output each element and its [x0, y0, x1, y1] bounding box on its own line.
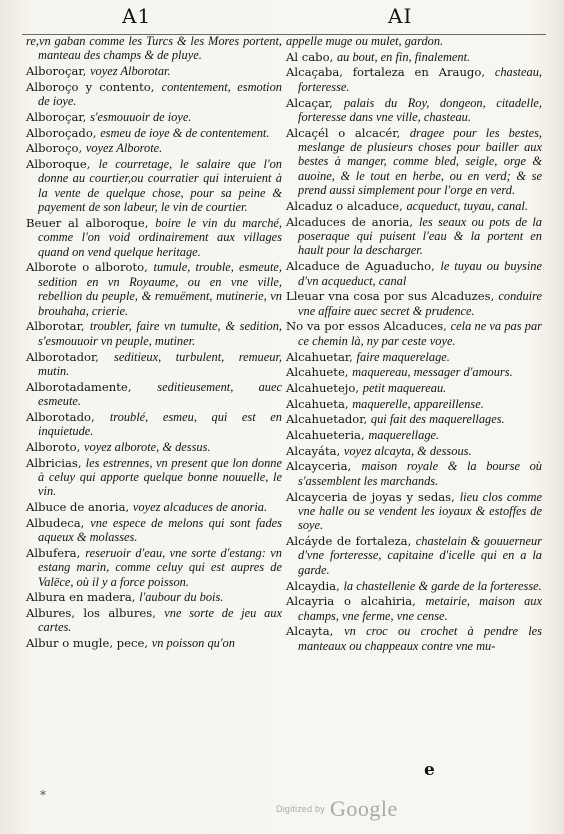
entry-headword: Albura en madera,	[26, 590, 140, 605]
entry-headword: Alcayáta,	[286, 443, 344, 458]
dictionary-entry	[26, 126, 282, 140]
dictionary-entry	[26, 546, 282, 589]
dictionary-entry	[26, 606, 282, 635]
entry-headword: Albures, los albures,	[26, 606, 165, 621]
entry-definition: maquerellage.	[368, 428, 440, 443]
google-watermark	[276, 796, 398, 822]
entry-headword: Alcayria o alcahiria,	[286, 594, 426, 609]
entry-definition: maquerelle, appareillense.	[352, 396, 484, 411]
right-column	[286, 34, 542, 654]
dictionary-entry	[286, 397, 542, 411]
entry-headword: Al cabo,	[286, 49, 337, 64]
dictionary-entry	[286, 365, 542, 379]
entry-headword: Albuce de anoria,	[26, 500, 133, 515]
dictionary-entry	[26, 500, 282, 514]
entry-definition: la chastellenie & garde de la forteresse.	[343, 578, 542, 593]
entry-definition: cela ne va pas par ce chemin là, ny par ceste voye.	[298, 319, 543, 348]
dictionary-entry	[286, 259, 542, 288]
entry-headword: Alcahuetador,	[286, 412, 371, 427]
entry-headword: Alboroto,	[26, 439, 85, 454]
entry-headword: Albudeca,	[26, 515, 91, 530]
dictionary-entry	[286, 65, 542, 94]
entry-definition: troublé, esmeu, qui est en inquietude.	[38, 409, 282, 439]
header-right: AI	[388, 4, 413, 28]
dictionary-entry	[286, 428, 542, 442]
dictionary-entry	[286, 215, 542, 258]
entry-definition: voyez alborote, & dessus.	[84, 439, 211, 454]
entry-headword: No va por essos Alcaduces,	[286, 319, 451, 334]
entry-headword: Alcáyde de fortaleza,	[286, 534, 416, 549]
dictionary-entry	[286, 289, 542, 318]
dictionary-entry	[286, 126, 542, 198]
entry-headword: Alcayceria,	[286, 459, 362, 474]
dictionary-entry	[286, 199, 542, 213]
entry-headword: Alborotado,	[26, 409, 110, 424]
entry-headword: Alcahuete,	[286, 365, 353, 380]
dictionary-entry	[286, 579, 542, 593]
entry-definition: seditieusement, auec esmeute.	[38, 379, 282, 409]
entry-definition: appelle muge ou mulet, gardon.	[286, 34, 444, 48]
entry-definition: chastelain & gouuerneur d'vne forteresse, capitaine d'icelle qui en a la garde.	[298, 534, 542, 577]
dictionary-entry	[286, 490, 542, 533]
entry-headword: Alcahueteria,	[286, 428, 369, 443]
dictionary-entry	[286, 412, 542, 426]
dictionary-entry	[286, 624, 542, 653]
entry-definition: vn poisson qu'on	[151, 636, 235, 651]
dictionary-entry	[26, 141, 282, 155]
dictionary-entry	[26, 590, 282, 604]
watermark-brand: Google	[330, 796, 398, 821]
dictionary-entry	[286, 34, 542, 48]
dictionary-entry	[26, 34, 282, 63]
entry-headword: Alborote o alboroto,	[26, 260, 154, 275]
entry-headword: Alcahuetar,	[286, 349, 357, 364]
entry-headword: Alcaçar,	[286, 95, 344, 110]
entry-headword: Alcaduces de anoria,	[286, 214, 419, 229]
entry-definition: reseruoir d'eau, vne sorte d'estang: vn estang marin, comme celuy qui est aupres de Valēce, où il y a force poisson.	[38, 545, 282, 589]
entry-definition: maison royale & la bourse où s'assemblent les marchands.	[298, 459, 542, 488]
entry-definition: maquereau, messager d'amours.	[352, 365, 513, 380]
dictionary-entry	[286, 381, 542, 395]
entry-headword: Albur o mugle, pece,	[26, 636, 152, 651]
dictionary-entry	[26, 456, 282, 499]
entry-headword: Beuer al alboroque,	[26, 215, 156, 230]
entry-headword: Alborotar,	[26, 319, 90, 334]
entry-headword: Alcayta,	[286, 624, 345, 639]
entry-definition: au bout, en fin, finalement.	[336, 49, 471, 64]
dictionary-entry	[26, 110, 282, 124]
corner-mark: *	[40, 788, 46, 802]
entry-definition: dragee pour les bestes, meslange de plusieurs choses pour bailler aux bestes à manger, comme bled, seigle, orge & auoine, & le tout en herbe, ou en verd; & se prend aussi simplement pour l'orge en verd.	[298, 125, 542, 198]
dictionary-entry	[26, 80, 282, 109]
entry-headword: Alboroque,	[26, 157, 99, 172]
entry-definition: voyez alcaduces de anoria.	[132, 500, 268, 515]
dictionary-entry	[26, 157, 282, 215]
entry-headword: Albufera,	[26, 545, 86, 560]
entry-headword: Alborotadamente,	[26, 379, 158, 394]
entry-definition: metairie, maison aux champs, vne ferme, vne cense.	[298, 594, 542, 623]
entry-definition: voyez alcayta, & dessous.	[343, 443, 472, 458]
entry-headword: Alborotador,	[26, 349, 115, 364]
entry-headword: Lleuar vna cosa por sus Alcaduzes,	[286, 289, 499, 304]
dictionary-entry	[286, 444, 542, 458]
entry-headword: Alboroço y contento,	[26, 79, 162, 94]
entry-headword: Alboroçar,	[26, 64, 91, 79]
page-header	[0, 4, 564, 32]
entry-definition: petit maquereau.	[362, 380, 447, 395]
entry-definition: boire le vin du marché, comme l'on void ordinairement aux villages quand on vend quelque heritage.	[38, 215, 283, 259]
entry-definition: le tuyau ou buysine d'vn acqueduct, canal	[298, 259, 542, 288]
entry-definition: contentement, esmotion de ioye.	[38, 79, 282, 109]
dictionary-entry	[286, 534, 542, 577]
entry-headword: Alcaydia,	[286, 578, 344, 593]
dictionary-entry	[26, 350, 282, 379]
entry-definition: re,vn gaban comme les Turcs & les Mores portent, manteau des champs & de pluye.	[26, 34, 282, 63]
dictionary-entry	[26, 319, 282, 348]
entry-headword: Alcahuetejo,	[286, 380, 363, 395]
dictionary-entry	[26, 440, 282, 454]
entry-definition: vn croc ou crochet à pendre les manteaux ou chappeaux contre vne mu-	[298, 624, 543, 653]
dictionary-entry	[26, 260, 282, 318]
entry-definition: lieu clos comme vne halle ou se vendent les ioyaux & estoffes de soye.	[298, 489, 542, 533]
entry-headword: Alcaduz o alcaduce,	[286, 198, 407, 213]
entry-definition: s'esmouuoir de ioye.	[90, 109, 192, 124]
entry-definition: acqueduct, tuyau, canal.	[406, 198, 528, 213]
entry-definition: vne espece de melons qui sont fades aqueux & molasses.	[38, 515, 282, 545]
entry-headword: Alboroço,	[26, 141, 86, 156]
signature-mark: e	[424, 760, 435, 780]
entry-headword: Alboroçar,	[26, 109, 91, 124]
entry-definition: troubler, faire vn tumulte, & sedition, s'esmouuoir vn peuple, mutiner.	[38, 319, 282, 348]
entry-definition: voyez Alborotar.	[90, 64, 171, 79]
entry-definition: seditieux, turbulent, remueur, mutin.	[38, 349, 282, 378]
left-column	[26, 34, 282, 652]
dictionary-entry	[26, 64, 282, 78]
entry-definition: tumule, trouble, esmeute, sedition en vn Royaume, ou en vne ville, rebellion du peuple, & remuëment, mutinerie, vn brouhaha, crierie.	[38, 260, 282, 318]
dictionary-entry	[26, 380, 282, 409]
entry-definition: le courretage, le salaire que l'on donne au courtier,ou courratier qui interuient à la vente de quelque chose, pour sa peine & payement de son labeur, le vin de courtier.	[38, 157, 282, 215]
entry-definition: l'aubour du bois.	[139, 590, 224, 605]
entry-headword: Alboroçado,	[26, 125, 101, 140]
entry-definition: qui fait des maquerellages.	[370, 412, 505, 427]
entry-headword: Albricias,	[26, 455, 86, 470]
entry-definition: voyez Alborote.	[85, 141, 163, 156]
dictionary-entry	[286, 350, 542, 364]
entry-definition: chasteau, forteresse.	[298, 65, 542, 94]
entry-headword: Alcaçaba, fortaleza en Araugo,	[286, 65, 495, 80]
entry-headword: Alcaçél o alcacér,	[286, 125, 410, 140]
dictionary-entry	[286, 319, 542, 348]
entry-definition: faire maquerelage.	[356, 349, 450, 364]
entry-definition: vne sorte de jeu aux cartes.	[38, 606, 282, 635]
dictionary-entry	[26, 636, 282, 650]
entry-headword: Alcaduce de Aguaducho,	[286, 259, 441, 274]
dictionary-entry	[26, 516, 282, 545]
watermark-prefix: Digitized by	[276, 804, 325, 814]
dictionary-entry	[26, 216, 282, 259]
entry-definition: conduire vne affaire auec secret & prudence.	[298, 289, 542, 318]
entry-definition: les seaux ou pots de la poseraque qui puisent l'eau & la portent en hault pour la descharger.	[298, 214, 542, 258]
header-left: A1	[122, 4, 152, 28]
entry-definition: esmeu de ioye & de contentement.	[100, 125, 270, 140]
dictionary-entry	[286, 594, 542, 623]
dictionary-entry	[286, 96, 542, 125]
entry-headword: Alcahueta,	[286, 396, 353, 411]
entry-definition: palais du Roy, dongeon, citadelle, forteresse dans vne ville, chasteau.	[298, 95, 542, 124]
dictionary-entry	[286, 459, 542, 488]
dictionary-entry	[286, 50, 542, 64]
dictionary-entry	[26, 410, 282, 439]
entry-definition: les estrennes, vn present que lon donne à celuy qui apporte quelque bonne nouuelle, le vin.	[38, 455, 282, 499]
entry-headword: Alcayceria de joyas y sedas,	[286, 489, 460, 504]
